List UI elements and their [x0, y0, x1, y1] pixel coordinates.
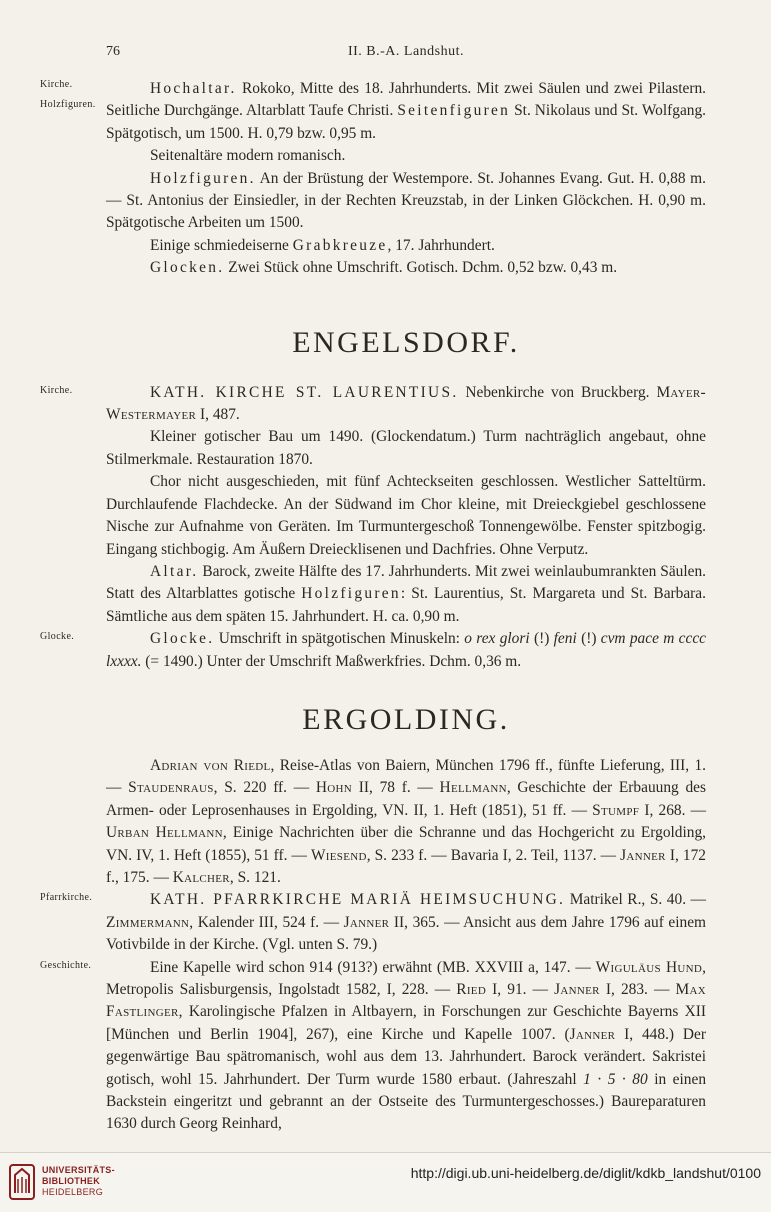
term-seitenfiguren: Seitenfiguren: [397, 102, 511, 120]
running-title: II. B.-A. Landshut.: [347, 44, 465, 59]
paragraph-bau: Kleiner gotischer Bau um 1490. (Glockendatum.) Turm nachträglich angebaut, ohne Stilmerkmale. Restauration 1870.: [106, 428, 706, 468]
text-run: (!): [529, 630, 554, 648]
author-name: Zimmermann: [106, 913, 190, 931]
text-run: , Metropolis Salisburgensis, Ingolstadt 1582, I, 228. —: [106, 958, 706, 998]
term-hochaltar: Hochaltar.: [150, 80, 237, 97]
viewer-footer: [0, 1152, 771, 1212]
text-run: , S. 220 ff. —: [213, 779, 316, 797]
author-name: Staudenraus: [128, 779, 214, 797]
page-number: 76: [106, 44, 120, 59]
paragraph-glocken: [106, 257, 706, 279]
paragraph-geschichte: [40, 957, 707, 1136]
text-run: , Karolingische Pfalzen in Altbayern, in Forschungen zur Geschichte Bayerns XII [München und Berlin 1904], 267), eine Kirche und Kapelle 1007. (: [106, 1003, 706, 1043]
text-run: Umschrift in spätgotischen Minuskeln:: [214, 630, 465, 648]
author-name: Adrian von Riedl: [150, 756, 271, 774]
author-name: Mayer-Westermayer: [106, 383, 706, 424]
text-run: I, 487.: [196, 406, 240, 424]
text-run: (!): [576, 630, 601, 648]
library-name-line: HEIDELBERG: [42, 1187, 104, 1197]
term-kath-kirche: KATH. KIRCHE ST. LAURENTIUS.: [150, 383, 459, 401]
section-heading-engelsdorf: ENGELSDORF.: [292, 325, 520, 359]
text-run: II, 365. — Ansicht aus dem Jahre 1796 auf einem Votivbilde in der Kirche. (Vgl. unten S. 79.): [106, 913, 706, 954]
paragraph-glocke: [40, 628, 706, 673]
library-name: [42, 1165, 115, 1198]
term-glocke: Glocke.: [150, 630, 215, 648]
text-run: , Geschichte der Erbauung des Armen- oder Leprosenhauses in Ergolding, VN. II, 1. Heft (1851), 51 ff. —: [106, 779, 706, 819]
university-seal-icon: [8, 1163, 36, 1201]
author-name: Janner: [620, 846, 666, 864]
text-run: , 17. Jahrhundert.: [387, 236, 495, 254]
inscription-text: cvm pace m cccc lxxxx.: [106, 630, 706, 670]
text-run: Rokoko, Mitte des 18. Jahrhunderts. Mit zwei Säulen und zwei Pilastern. Seitliche Durchgänge. Altarblatt Taufe Christi.: [106, 80, 706, 120]
margin-note-holzfiguren: Holzfiguren.: [40, 99, 96, 110]
text-run: : St. Laurentius, St. Margareta und St. Barbara. Sämtliche aus dem späten 15. Jahrhundert. H. ca. 0,90 m.: [106, 585, 706, 625]
text-run: Barock, zweite Hälfte des 17. Jahrhunderts. Mit zwei weinlaubumrankten Säulen. Statt des Altarblattes gotische: [106, 562, 706, 603]
author-name: Urban Hellmann: [106, 824, 223, 842]
margin-note-geschichte: Geschichte.: [40, 959, 92, 971]
text-run: , Einige Nachrichten über die Schranne und das Hochgericht zu Ergolding, VN. IV, 1. Heft (1855), 51 ff. —: [106, 824, 707, 864]
text-run: II, 78 f. —: [352, 779, 440, 797]
text-run: (= 1490.) Unter der Umschrift Maßwerkfries. Dchm. 0,36 m.: [141, 652, 522, 670]
text-run: I, 448.) Der gegenwärtige Bau spätromanisch, wohl aus dem 13. Jahrhundert. Barock verändert. Sakristei gotisch, wohl 15. Jahrhundert. Der Turm wurde 1580 erbaut. (Jahreszahl: [106, 1025, 706, 1088]
library-name-line: BIBLIOTHEK: [42, 1176, 100, 1186]
paragraph-holzfiguren: [106, 168, 706, 235]
author-name: Wiguläus Hund: [595, 958, 703, 976]
text-run: Einige schmiedeiserne: [150, 236, 293, 254]
paragraph-seitenaltaere: Seitenaltäre modern romanisch.: [150, 147, 346, 165]
paragraph-chor: Chor nicht ausgeschieden, mit fünf Achteckseiten geschlossen. Westlicher Satteltürm. Durchlaufende Flachdecke. An der Südwand im Chor kleine, mit Dreieckgiebel geschlossene Nische zur Aufnahme von Geräten. Im Turmuntergeschoß Tonnengewölbe. Fenster spitzbogig. Eingang stichbogig. Am Äußern Dreiecklisenen und Dachfries. Ohne Verputz.: [106, 473, 706, 558]
term-holzfiguren: Holzfiguren: [301, 585, 401, 603]
text-run: Eine Kapelle wird schon 914 (913?) erwähnt (MB. XXVIII a, 147. —: [150, 958, 596, 976]
term-altar: Altar.: [150, 562, 199, 580]
text-run: I, 283. —: [599, 981, 676, 998]
term-glocken: Glocken.: [150, 259, 225, 277]
margin-note-kirche: Kirche.: [40, 384, 73, 396]
paragraph-grabkreuze: [106, 235, 706, 257]
margin-note-glocke: Glocke.: [40, 631, 75, 643]
inscription-text: 1 · 5 · 80: [583, 1070, 648, 1088]
text-run: , Reise-Atlas von Baiern, München 1796 ff., fünfte Lieferung, III, 1. —: [106, 756, 707, 797]
text-run: in einen Backstein eingeritzt und gebrannt an der Ostseite des Turmuntergeschosses.) Baureparaturen 1630 durch Georg Reinhard,: [106, 1070, 707, 1133]
author-name: Wiesend: [310, 846, 367, 864]
paragraph-kath-kirche: [40, 382, 706, 427]
page-header: [106, 44, 706, 64]
section-heading-ergolding: ERGOLDING.: [302, 702, 510, 736]
text-run: Matrikel R., S. 40. —: [565, 891, 706, 909]
margin-note-pfarrkirche: Pfarrkirche.: [40, 892, 93, 904]
author-name: Kalcher: [172, 868, 230, 886]
term-holzfiguren: Holzfiguren.: [150, 169, 256, 187]
text-run: I, 268. —: [639, 801, 707, 819]
author-name: Janner: [569, 1025, 616, 1043]
library-name-line: UNIVERSITÄTS-: [42, 1165, 115, 1175]
author-name: Hohn: [315, 779, 353, 797]
paragraph-altar: [106, 561, 706, 628]
inscription-text: o rex glori: [464, 630, 530, 648]
text-run: I, 91. —: [486, 981, 555, 998]
term-grabkreuze: Grabkreuze: [292, 236, 388, 254]
text-run: , S. 233 f. — Bavaria I, 2. Teil, 1137. —: [366, 846, 621, 864]
text-run: Nebenkirche von Bruckberg.: [458, 383, 657, 401]
paragraph-hochaltar: [40, 78, 707, 145]
paragraph-literatur: [106, 755, 706, 889]
author-name: Ried: [456, 981, 487, 998]
text-run: St. Nikolaus und St. Wolfgang. Spätgotisch, um 1500. H. 0,79 bzw. 0,95 m.: [106, 102, 707, 142]
text-run: , S. 121.: [229, 868, 281, 886]
author-name: Janner: [554, 981, 600, 998]
text-run: I, 172 f., 175. —: [106, 846, 706, 886]
author-name: Max Fastlinger: [106, 981, 706, 1021]
page-body: [40, 78, 707, 1136]
author-name: Janner: [343, 913, 390, 931]
margin-note-kirche: Kirche.: [40, 79, 73, 90]
permalink-url[interactable]: http://digi.ub.uni-heidelberg.de/diglit/kdkb_landshut/0100: [410, 1165, 761, 1181]
text-run: , Kalender III, 524 f. —: [189, 913, 344, 931]
author-name: Stumpf: [592, 801, 640, 819]
author-name: Hellmann: [439, 779, 507, 797]
term-pfarrkirche: KATH. PFARRKIRCHE MARIÄ HEIMSUCHUNG.: [150, 891, 566, 909]
paragraph-pfarrkirche: [40, 889, 706, 956]
inscription-text: feni: [553, 630, 577, 648]
text-run: An der Brüstung der Westempore. St. Johannes Evang. Gut. H. 0,88 m. — St. Antonius der Einsiedler, in der Rechten Kreuzstab, in der Linken Glöckchen. H. 0,90 m. Spätgotische Arbeiten um 1500.: [106, 169, 706, 232]
text-run: Zwei Stück ohne Umschrift. Gotisch. Dchm. 0,52 bzw. 0,43 m.: [224, 259, 618, 277]
